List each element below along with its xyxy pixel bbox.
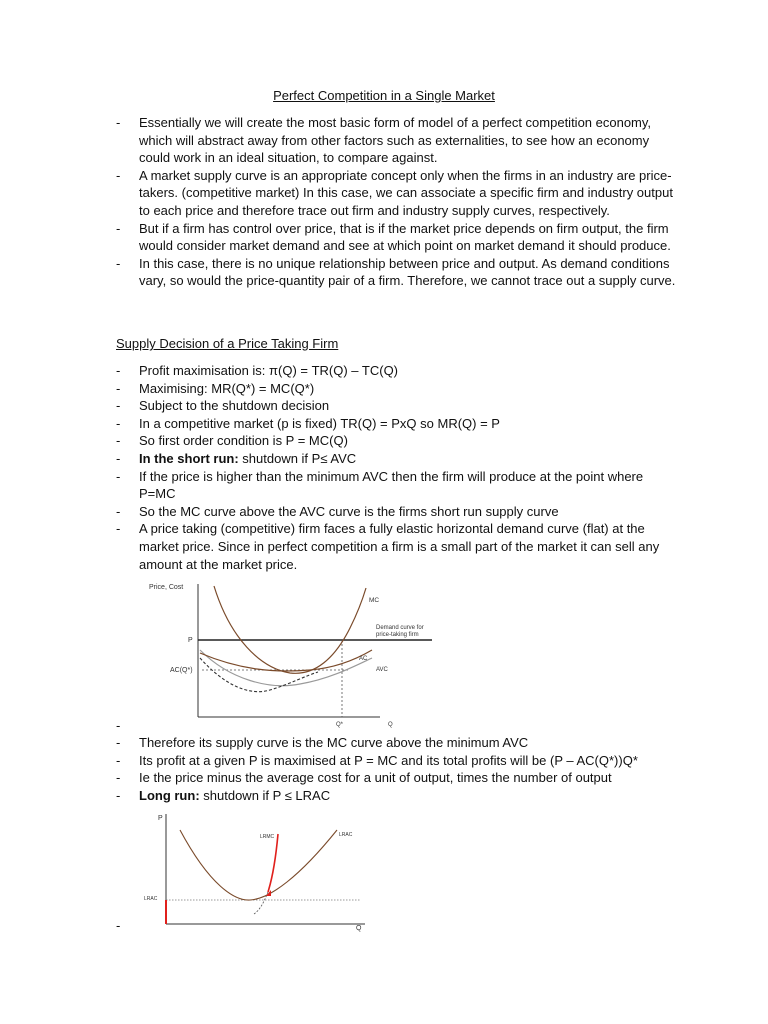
list-item: - But if a firm has control over price, that is if the market price depends on firm output, the firm would consider market demand and see at which point on market demand it should produce. bbox=[116, 220, 671, 254]
list-item: - So first order condition is P = MC(Q) bbox=[116, 433, 348, 449]
demand-label-2: price-taking firm bbox=[376, 632, 419, 638]
empty-bullet-dash: - bbox=[116, 918, 121, 933]
list-item: - So the MC curve above the AVC curve is the firms short run supply curve bbox=[116, 503, 559, 519]
list-item: - Its profit at a given P is maximised at P = MC and its total profits will be (P – AC(Q*))Q* bbox=[116, 752, 638, 768]
long-run-cost-figure bbox=[140, 806, 375, 932]
supply-decision-bullet-list bbox=[116, 362, 676, 573]
list-item: - In a competitive market (p is fixed) TR(Q) = PxQ so MR(Q) = P bbox=[116, 415, 500, 431]
list-item: - Subject to the shutdown decision bbox=[116, 398, 330, 414]
ac-curve bbox=[200, 650, 372, 671]
list-item: - Profit maximisation is: π(Q) = TR(Q) – TC(Q) bbox=[116, 363, 399, 378]
list-item: - Therefore its supply curve is the MC curve above the minimum AVC bbox=[116, 735, 529, 750]
list-item: - Long run: shutdown if P ≤ LRAC bbox=[116, 787, 331, 803]
lrmc-label: LRMC bbox=[260, 834, 275, 840]
mc-label: MC bbox=[369, 597, 380, 604]
demand-label-1: Demand curve for bbox=[376, 625, 424, 631]
short-run-label: In the short run: bbox=[139, 450, 239, 466]
short-run-cost-figure bbox=[140, 578, 440, 730]
list-item: - Essentially we will create the most basic form of model of a perfect competition economy, which will abstract away from other factors such as externalities, to see how an economy could work in an ideal situation, to compare against. bbox=[116, 115, 652, 166]
q-star-label: Q* bbox=[336, 722, 344, 728]
q-label: Q bbox=[356, 925, 362, 932]
p-label: P bbox=[158, 815, 163, 822]
acq-label: AC(Q*) bbox=[170, 667, 193, 674]
list-item: - A price taking (competitive) firm faces a fully elastic horizontal demand curve (flat) at the market price. Since in perfect competition a firm is a small part of the market it can sell any amount at the market price. bbox=[116, 521, 660, 572]
list-item: - In this case, there is no unique relationship between price and output. As demand conditions vary, so would the price-quantity pair of a firm. Therefore, we cannot trace out a supply curve. bbox=[116, 255, 676, 289]
ac-label: AC bbox=[359, 656, 368, 662]
intro-bullet-list bbox=[116, 114, 676, 290]
q-label: Q bbox=[388, 722, 393, 728]
lrmc-supply-curve bbox=[268, 834, 278, 892]
avc-curve bbox=[200, 650, 372, 686]
long-run-cost-diagram bbox=[140, 806, 375, 932]
avc-label: AVC bbox=[376, 667, 388, 673]
p-label: P bbox=[188, 637, 193, 644]
list-item: - Maximising: MR(Q*) = MC(Q*) bbox=[116, 380, 315, 396]
lrac-label: LRAC bbox=[339, 832, 353, 838]
lrac-min-label: LRAC bbox=[144, 896, 158, 902]
empty-bullet-dash: - bbox=[116, 718, 121, 733]
page-title: Perfect Competition in a Single Market bbox=[273, 88, 495, 103]
list-item: - A market supply curve is an appropriate concept only when the firms in an industry are price-takers. (competitive market) In this case, we can associate a specific firm and industry output to each price and therefore trace out firm and industry supply curves, respectively. bbox=[116, 167, 673, 218]
short-run-cost-diagram bbox=[140, 578, 440, 730]
lrac-curve bbox=[180, 830, 337, 900]
mc-curve-lower bbox=[200, 658, 318, 692]
list-item: - In the short run: shutdown if P≤ AVC bbox=[116, 450, 357, 466]
section-heading: Supply Decision of a Price Taking Firm bbox=[116, 336, 339, 351]
y-axis-label: Price, Cost bbox=[149, 584, 184, 591]
long-run-label: Long run: bbox=[139, 787, 200, 803]
profit-bullet-list bbox=[116, 734, 676, 804]
list-item: - Ie the price minus the average cost for a unit of output, times the number of output bbox=[116, 770, 612, 786]
list-item: - If the price is higher than the minimum AVC then the firm will produce at the point where P=MC bbox=[116, 468, 644, 502]
mc-curve bbox=[214, 586, 366, 673]
